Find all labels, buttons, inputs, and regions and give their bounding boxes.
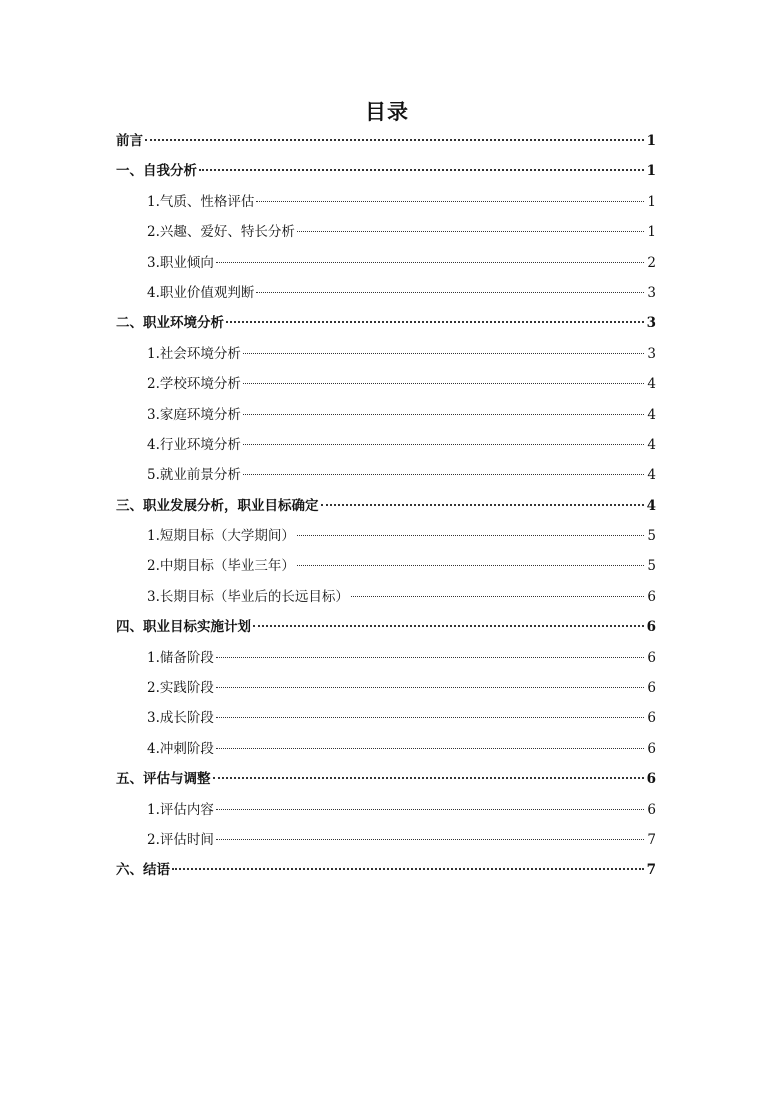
toc-entry-label: 一、自我分析 (116, 163, 197, 180)
toc-subsection-entry[interactable] (116, 643, 656, 673)
toc-dot-leader (297, 535, 645, 536)
toc-dot-leader (216, 809, 645, 810)
toc-dot-leader (297, 565, 645, 566)
toc-page-number: 1 (647, 224, 656, 241)
toc-subsection-entry[interactable] (116, 795, 656, 825)
toc-entry-label: 1.社会环境分析 (147, 345, 241, 362)
toc-dot-leader (321, 504, 644, 506)
toc-dot-leader (216, 687, 645, 688)
toc-page-number: 4 (647, 467, 656, 484)
toc-dot-leader (172, 868, 644, 870)
toc-subsection-entry[interactable] (116, 703, 656, 733)
toc-title: 目录 (365, 99, 409, 124)
toc-entry-label: 2.评估时间 (147, 831, 214, 848)
toc-dot-leader (243, 383, 645, 384)
toc-entry-label: 1.评估内容 (147, 801, 214, 818)
toc-page-number: 7 (647, 831, 656, 848)
toc-page-number: 6 (646, 771, 656, 788)
toc-dot-leader (216, 262, 645, 263)
toc-page-number: 6 (647, 801, 656, 818)
toc-entry-label: 3.成长阶段 (147, 710, 214, 727)
toc-subsection-entry[interactable] (116, 734, 656, 764)
toc-page-number: 1 (646, 163, 656, 180)
toc-subsection-entry[interactable] (116, 430, 656, 460)
toc-entry-label: 1.储备阶段 (147, 649, 214, 666)
toc-subsection-entry[interactable] (116, 673, 656, 703)
toc-subsection-entry[interactable] (116, 339, 656, 369)
toc-page-number: 6 (647, 588, 656, 605)
toc-dot-leader (243, 444, 645, 445)
toc-entry-label: 四、职业目标实施计划 (116, 619, 251, 636)
toc-subsection-entry[interactable] (116, 278, 656, 308)
toc-page-number: 6 (646, 619, 656, 636)
toc-entry-label: 4.职业价值观判断 (147, 284, 255, 301)
toc-entry-label: 2.兴趣、爱好、特长分析 (147, 224, 295, 241)
toc-section-entry[interactable] (116, 156, 656, 186)
toc-page-number: 3 (646, 315, 656, 332)
toc-entry-label: 3.家庭环境分析 (147, 406, 241, 423)
toc-dot-leader (145, 139, 644, 141)
toc-subsection-entry[interactable] (116, 369, 656, 399)
toc-entry-label: 六、结语 (116, 862, 170, 879)
toc-page-number: 6 (647, 649, 656, 666)
toc-dot-leader (243, 474, 645, 475)
toc-page-number: 4 (647, 376, 656, 393)
toc-subsection-entry[interactable] (116, 551, 656, 581)
toc-section-entry[interactable] (116, 764, 656, 794)
toc-entry-label: 二、职业环境分析 (116, 315, 224, 332)
toc-dot-leader (243, 414, 645, 415)
toc-dot-leader (243, 353, 645, 354)
toc-subsection-entry[interactable] (116, 582, 656, 612)
toc-page-number: 4 (646, 497, 656, 514)
toc-page-number: 3 (647, 284, 656, 301)
toc-subsection-entry[interactable] (116, 248, 656, 278)
toc-dot-leader (216, 657, 645, 658)
toc-subsection-entry[interactable] (116, 460, 656, 490)
toc-list (116, 126, 656, 886)
toc-dot-leader (297, 231, 645, 232)
toc-subsection-entry[interactable] (116, 825, 656, 855)
toc-entry-label: 1.短期目标（大学期间） (147, 528, 295, 545)
toc-section-entry[interactable] (116, 126, 656, 156)
toc-entry-label: 三、职业发展分析，职业目标确定 (116, 497, 319, 514)
toc-entry-label: 2.学校环境分析 (147, 376, 241, 393)
toc-dot-leader (216, 717, 645, 718)
toc-page-number: 6 (647, 710, 656, 727)
toc-page-number: 3 (647, 345, 656, 362)
toc-page-number: 1 (647, 193, 656, 210)
toc-subsection-entry[interactable] (116, 521, 656, 551)
toc-dot-leader (216, 839, 645, 840)
toc-dot-leader (216, 748, 645, 749)
toc-entry-label: 3.职业倾向 (147, 254, 214, 271)
toc-entry-label: 3.长期目标（毕业后的长远目标） (147, 588, 349, 605)
toc-entry-label: 前言 (116, 133, 143, 149)
toc-page-number: 6 (647, 740, 656, 757)
toc-dot-leader (351, 596, 645, 597)
toc-section-entry[interactable] (116, 612, 656, 642)
toc-page-number: 5 (647, 528, 656, 545)
toc-page-number: 1 (646, 133, 656, 149)
toc-dot-leader (253, 625, 644, 627)
toc-page-number: 4 (647, 406, 656, 423)
toc-section-entry[interactable] (116, 308, 656, 338)
toc-subsection-entry[interactable] (116, 400, 656, 430)
toc-page-number: 2 (647, 254, 656, 271)
toc-entry-label: 4.冲刺阶段 (147, 740, 214, 757)
toc-page-number: 4 (647, 436, 656, 453)
toc-entry-label: 1.气质、性格评估 (147, 193, 255, 210)
toc-page-number: 7 (646, 862, 656, 879)
toc-entry-label: 5.就业前景分析 (147, 467, 241, 484)
toc-entry-label: 2.实践阶段 (147, 680, 214, 697)
toc-entry-label: 2.中期目标（毕业三年） (147, 558, 295, 575)
toc-dot-leader (256, 201, 644, 202)
toc-subsection-entry[interactable] (116, 217, 656, 247)
toc-page-number: 6 (647, 680, 656, 697)
toc-entry-label: 4.行业环境分析 (147, 436, 241, 453)
toc-dot-leader (199, 169, 644, 171)
toc-dot-leader (226, 321, 644, 323)
toc-dot-leader (256, 292, 644, 293)
toc-entry-label: 五、评估与调整 (116, 771, 211, 788)
toc-section-entry[interactable] (116, 855, 656, 885)
toc-dot-leader (213, 777, 644, 779)
toc-page-number: 5 (647, 558, 656, 575)
toc-subsection-entry[interactable] (116, 187, 656, 217)
toc-section-entry[interactable] (116, 491, 656, 521)
